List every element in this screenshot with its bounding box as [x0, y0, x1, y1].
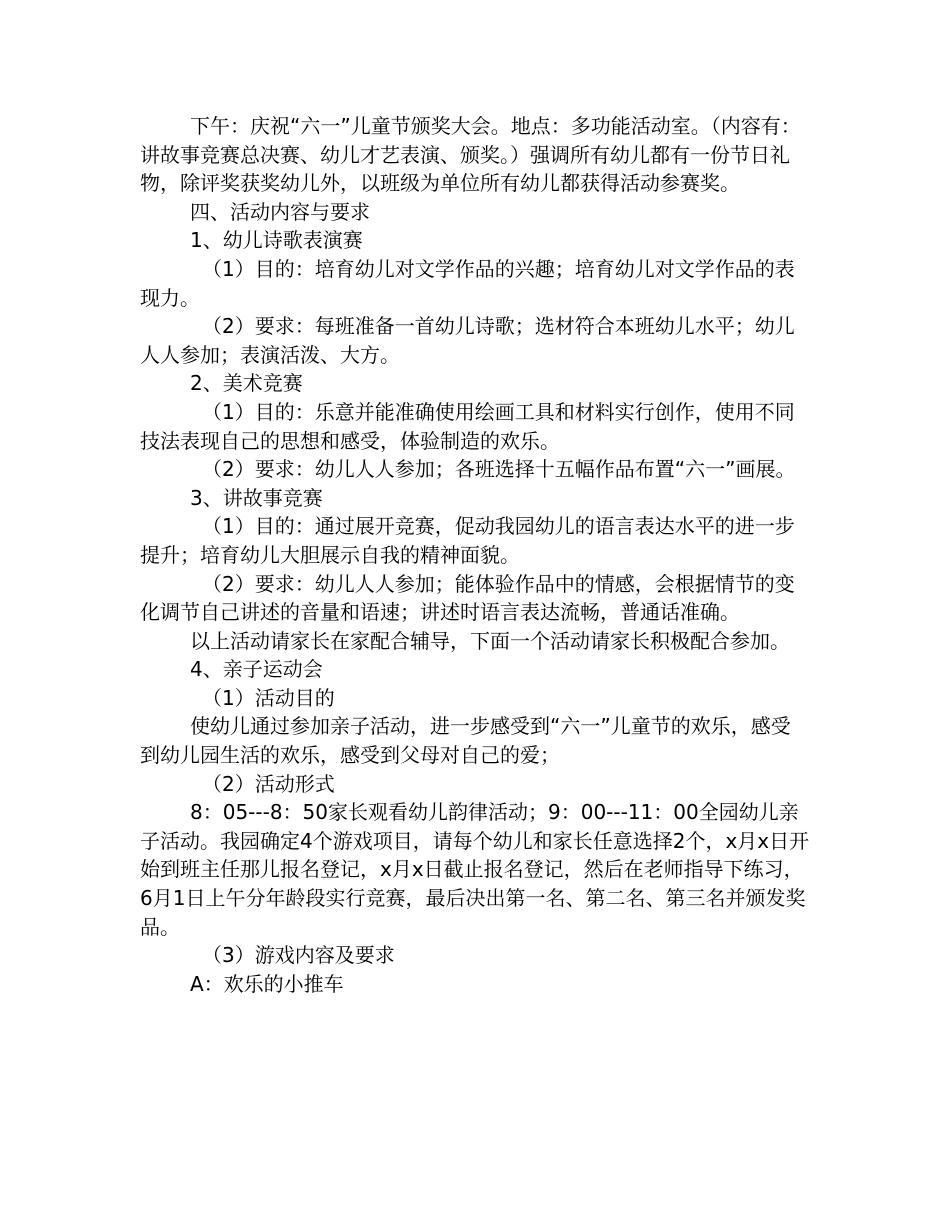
paragraph-poetry-requirement: （2）要求：每班准备一首幼儿诗歌；选材符合本班幼儿水平；幼儿人人参加；表演活泼、大方。	[140, 314, 795, 367]
paragraph-sports-goal: 使幼儿通过参加亲子活动，进一步感受到“六一”儿童节的欢乐，感受到幼儿园生活的欢乐，感受到父母对自己的爱；	[140, 714, 791, 768]
subheading-storytelling-contest: 3、讲故事竞赛	[190, 485, 323, 510]
paragraph-award-ceremony: 下午：庆祝“六一”儿童节颁奖大会。地点：多功能活动室。（内容有：讲故事竞赛总决赛、幼儿才艺表演、颁奖。）强调所有幼儿都有一份节日礼物，除评奖获奖幼儿外，以班级为单位所有幼儿都获得活动参赛奖。	[140, 114, 801, 196]
paragraph-parent-note: 以上活动请家长在家配合辅导，下面一个活动请家长积极配合参加。	[190, 628, 790, 653]
subheading-art-contest: 2、美术竞赛	[190, 371, 303, 396]
paragraph-art-requirement: （2）要求：幼儿人人参加；各班选择十五幅作品布置“六一”画展。	[202, 457, 796, 482]
subheading-sports-format: （2）活动形式	[202, 771, 335, 796]
paragraph-poetry-goal: （1）目的：培育幼儿对文学作品的兴趣；培育幼儿对文学作品的表现力。	[140, 256, 795, 310]
subheading-sports-goal: （1）活动目的	[202, 685, 335, 710]
subheading-sports-meet: 4、亲子运动会	[190, 657, 323, 682]
paragraph-storytelling-requirement: （2）要求：幼儿人人参加；能体验作品中的情感，会根据情节的变化调节自己讲述的音量和语速；讲述时语言表达流畅，普通话准确。	[140, 571, 795, 625]
paragraph-storytelling-goal: （1）目的：通过展开竞赛，促动我园幼儿的语言表达水平的进一步提升；培育幼儿大胆展示自我的精神面貌。	[140, 514, 795, 567]
paragraph-sports-format: 8：05---8：50家长观看幼儿韵律活动；9：00---11：00全园幼儿亲子活动。我园确定4个游戏项目，请每个幼儿和家长任意选择2个，x月x日开始到班主任那儿报名登记，x月x日截止报名登记，然后在老师指导下练习，6月1日上午分年龄段实行竞赛，最后决出第一名、第二名、第三名并颁发奖品。	[140, 800, 810, 939]
paragraph-game-a: A：欢乐的小推车	[190, 971, 344, 996]
subheading-game-content: （3）游戏内容及要求	[202, 943, 395, 968]
subheading-poetry-contest: 1、幼儿诗歌表演赛	[190, 228, 363, 253]
paragraph-art-goal: （1）目的：乐意并能准确使用绘画工具和材料实行创作，使用不同技法表现自己的思想和感受，体验制造的欢乐。	[140, 399, 795, 453]
section-heading-activities: 四、活动内容与要求	[190, 199, 370, 224]
